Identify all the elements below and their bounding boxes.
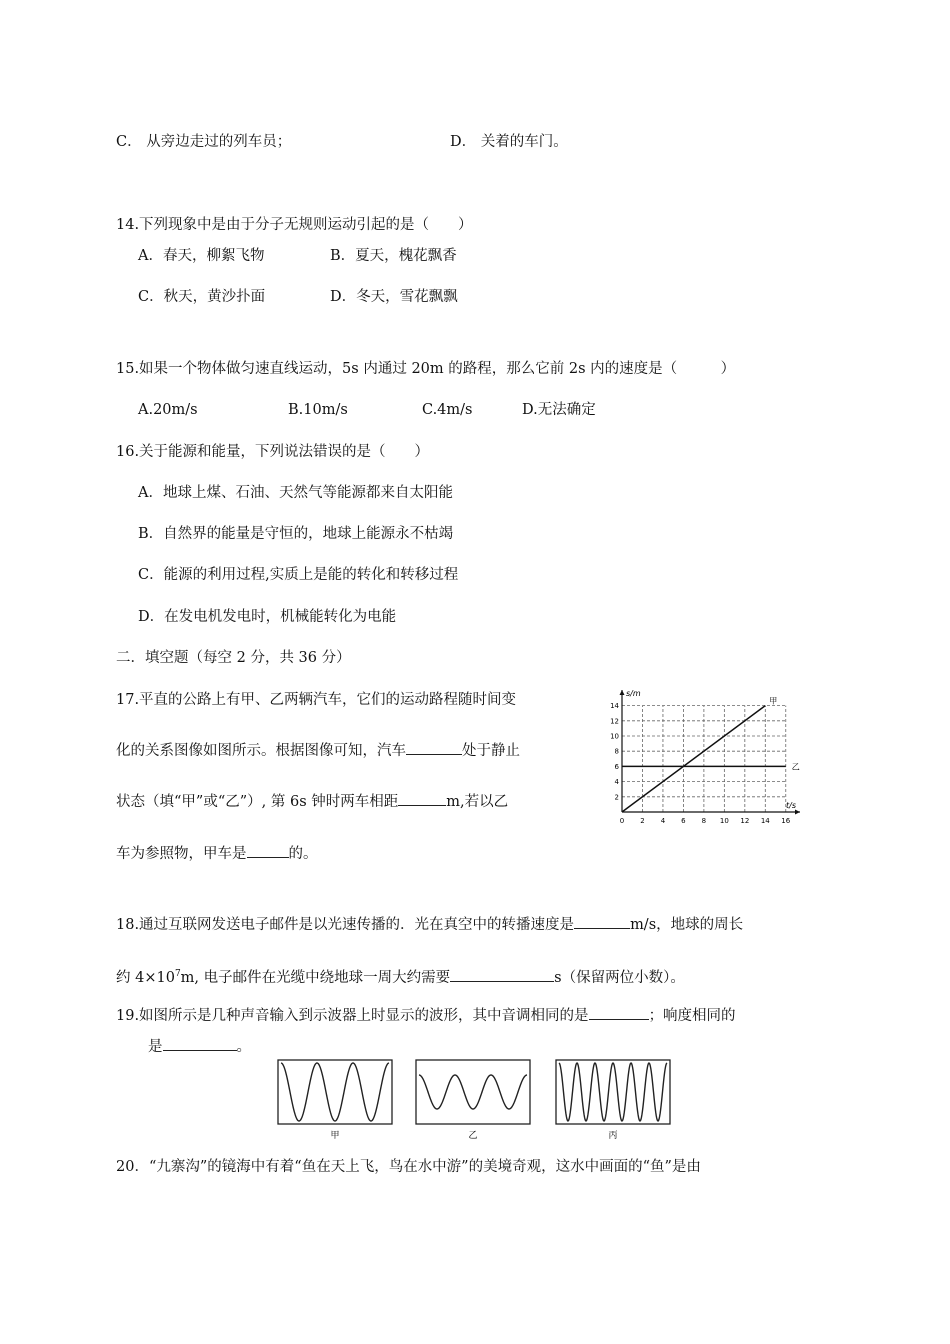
q17-line4 xyxy=(116,843,318,864)
q14-stem: 14.下列现象中是由于分子无规则运动引起的是（ ） xyxy=(116,217,473,233)
x-tick-label: 16 xyxy=(781,817,791,825)
waveform-yi xyxy=(416,1060,530,1141)
q17-line1: 17.平直的公路上有甲、乙两辆汽车，它们的运动路程随时间变 xyxy=(116,692,517,708)
q19-line1 xyxy=(116,1005,736,1026)
q19-blank-2[interactable] xyxy=(163,1036,237,1051)
q14-option-b: B．夏天，槐花飘香 xyxy=(330,248,457,264)
y-tick-label: 4 xyxy=(614,778,619,787)
x-tick-label: 4 xyxy=(660,817,666,825)
waveform-label-bing: 丙 xyxy=(608,1131,618,1141)
section-2-title: 二．填空题（每空 2 分，共 36 分） xyxy=(116,650,351,666)
q16-option-b: B．自然界的能量是守恒的，地球上能源永不枯竭 xyxy=(138,526,454,542)
y-tick-label: 10 xyxy=(610,732,619,741)
q13-option-c: C． 从旁边走过的列车员； xyxy=(116,134,292,150)
y-tick-label: 6 xyxy=(614,762,619,771)
waveform-bing xyxy=(556,1060,670,1141)
q17-line2-text-a: 化的关系图像如图所示。根据图像可知，汽车 xyxy=(116,743,406,759)
q19-line1-text-a: 19.如图所示是几种声音输入到示波器上时显示的波形，其中音调相同的是 xyxy=(116,1008,589,1024)
q18-line2 xyxy=(116,964,685,988)
waveform-label-yi: 乙 xyxy=(468,1131,478,1141)
q14-option-c: C．秋天，黄沙扑面 xyxy=(138,289,266,305)
q19-blank-1[interactable] xyxy=(589,1005,649,1020)
y-tick-label: 8 xyxy=(614,747,619,756)
y-tick-label: 2 xyxy=(614,793,619,802)
x-tick-label: 0 xyxy=(619,817,625,825)
q17-line3-text-b: m,若以乙 xyxy=(446,794,509,810)
q16-option-d: D．在发电机发电时，机械能转化为电能 xyxy=(138,609,397,625)
q20-line1: 20．“九寨沟”的镜海中有着“鱼在天上飞，鸟在水中游”的美境奇观，这水中画面的“鱼”是由 xyxy=(116,1159,701,1175)
q18-line2-text-a: 约 4×10 xyxy=(116,969,175,986)
q15-option-b: B.10m/s xyxy=(288,402,348,418)
series-line-jia xyxy=(622,706,765,812)
q17-line3 xyxy=(116,791,508,812)
st-graph-figure xyxy=(608,684,808,830)
q16-option-a: A．地球上煤、石油、天然气等能源都来自太阳能 xyxy=(138,485,453,501)
y-axis-label: s/m xyxy=(626,689,641,698)
q17-line3-text-a: 状态（填“甲”或“乙”）, 第 6s 钟时两车相距 xyxy=(116,794,399,810)
q17-line4-text-b: 的。 xyxy=(288,846,318,862)
q18-blank-2[interactable] xyxy=(450,967,554,982)
x-axis-label: t/s xyxy=(786,801,796,810)
waveform-label-jia: 甲 xyxy=(330,1131,340,1141)
q15-option-d: D.无法确定 xyxy=(522,402,596,418)
series-label-jia: 甲 xyxy=(769,696,778,706)
x-axis-arrow xyxy=(795,810,800,815)
q17-line2 xyxy=(116,740,520,761)
y-axis-arrow xyxy=(620,690,625,695)
q18-exponent: 7 xyxy=(174,969,181,979)
x-tick-label: 12 xyxy=(740,817,750,825)
q16-stem: 16.关于能源和能量，下列说法错误的是（ ） xyxy=(116,444,430,460)
q13-option-d: D． 关着的车门。 xyxy=(450,134,568,150)
q18-line1-text-b: m/s，地球的周长 xyxy=(630,917,744,933)
q19-line1-text-b: ；响度相同的 xyxy=(648,1008,736,1024)
q17-line2-text-b: 处于静止 xyxy=(462,743,520,759)
q17-blank-1[interactable] xyxy=(406,740,462,755)
x-tick-label: 8 xyxy=(701,817,707,825)
q14-option-a: A．春天，柳絮飞物 xyxy=(138,248,265,264)
q18-blank-1[interactable] xyxy=(574,914,630,929)
q18-line1 xyxy=(116,914,743,935)
series-label-yi: 乙 xyxy=(791,762,800,772)
q16-option-c: C．能源的利用过程,实质上是能的转化和转移过程 xyxy=(138,567,459,583)
q18-line1-text-a: 18.通过互联网发送电子邮件是以光速传播的．光在真空中的转播速度是 xyxy=(116,917,575,933)
waveform-jia xyxy=(278,1060,392,1141)
q15-option-a: A.20m/s xyxy=(138,402,198,418)
x-tick-label: 10 xyxy=(719,817,729,825)
q17-blank-2[interactable] xyxy=(398,791,446,806)
q17-blank-3[interactable] xyxy=(247,843,289,858)
q17-line4-text-a: 车为参照物，甲车是 xyxy=(116,846,247,862)
q19-line2 xyxy=(148,1036,251,1057)
q14-option-d: D．冬天，雪花飘飘 xyxy=(330,289,458,305)
q19-line2-text-a: 是 xyxy=(148,1039,163,1055)
q15-option-c: C.4m/s xyxy=(422,402,473,418)
y-tick-label: 14 xyxy=(610,702,619,711)
q18-line2-text-c: s（保留两位小数）。 xyxy=(554,969,685,986)
q19-line2-text-b: 。 xyxy=(236,1039,251,1055)
x-tick-label: 6 xyxy=(681,817,686,825)
oscilloscope-waveforms-figure xyxy=(274,1058,676,1144)
q15-stem: 15.如果一个物体做匀速直线运动，5s 内通过 20m 的路程，那么它前 2s 内的速度是（ ） xyxy=(116,361,736,377)
x-tick-label: 2 xyxy=(640,817,645,825)
y-tick-label: 12 xyxy=(610,717,619,726)
q18-line2-text-b: m, 电子邮件在光缆中绕地球一周大约需要 xyxy=(180,969,451,986)
x-tick-label: 14 xyxy=(760,817,770,825)
